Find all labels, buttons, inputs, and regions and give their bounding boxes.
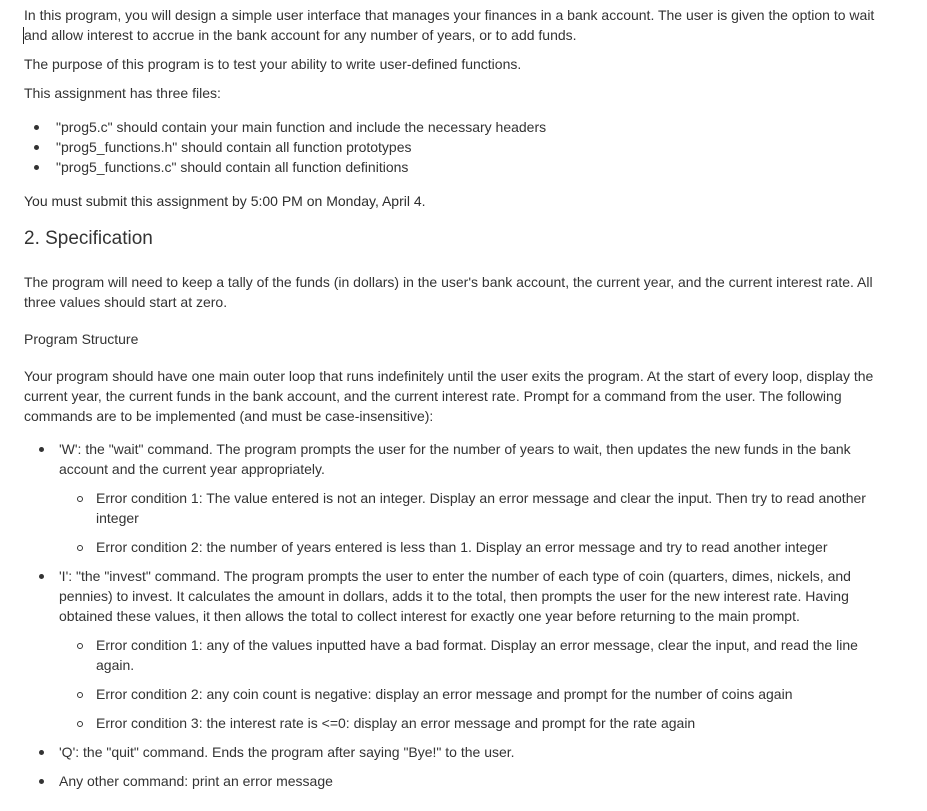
bullet-icon <box>39 574 44 579</box>
hollow-bullet-icon <box>77 721 83 727</box>
list-item: Error condition 1: any of the values inputted have a bad format. Display an error message, clear the input, and read the line again. <box>96 635 899 675</box>
list-item: Error condition 1: The value entered is not an integer. Display an error message and clear the input. Then try to read another integer <box>96 488 899 528</box>
bullet-icon <box>34 125 39 130</box>
command-list <box>24 439 899 791</box>
command-item-invest: 'I': "the "invest" command. The program prompts the user to enter the number of each type of coin (quarters, dimes, nickels, and pennies) to invest. It calculates the amount in dollars, adds it to the total, then prompts the user for the new interest rate. Having obtained these values, it then allows the total to collect interest for exactly one year before returning to the main prompt. Error condition 1: any of the values inputted have a bad format. Display an error message, clear the input, and read the line again. Error condition 2: any coin count is negative: display an error message and prompt for the number of coins again Error condition 3: the interest rate is <=0: display an error message and prompt for the rate again <box>59 566 899 733</box>
bullet-icon <box>39 750 44 755</box>
list-item: Error condition 2: the number of years entered is less than 1. Display an error message and try to read another integer <box>96 537 899 557</box>
list-item: Error condition 2: any coin count is negative: display an error message and prompt for the number of coins again <box>96 684 899 704</box>
list-item: "prog5_functions.h" should contain all function prototypes <box>56 137 899 157</box>
hollow-bullet-icon <box>77 496 83 502</box>
program-structure-subheading: Program Structure <box>24 331 139 347</box>
error-list <box>59 488 899 557</box>
list-item: Error condition 3: the interest rate is <=0: display an error message and prompt for the rate again <box>96 713 899 733</box>
deadline-paragraph: You must submit this assignment by 5:00 PM on Monday, April 4. <box>24 193 426 209</box>
purpose-paragraph: The purpose of this program is to test your ability to write user-defined functions. <box>24 56 522 72</box>
command-item-wait: 'W': the "wait" command. The program prompts the user for the number of years to wait, then updates the new funds in the bank account and the current year appropriately. Error condition 1: The value entered is not an integer. Display an error message and clear the input. Then try to read another integer Error condition 2: the number of years entered is less than 1. Display an error message and try to read another integer <box>59 439 899 557</box>
hollow-bullet-icon <box>77 643 83 649</box>
list-item: "prog5_functions.c" should contain all function definitions <box>56 157 899 177</box>
hollow-bullet-icon <box>77 545 83 551</box>
command-item-other: Any other command: print an error message <box>59 771 899 791</box>
section-heading: 2. Specification <box>24 228 153 249</box>
document-body <box>24 5 899 800</box>
bullet-icon <box>34 145 39 150</box>
loop-paragraph: Your program should have one main outer loop that runs indefinitely until the user exits the program. At the start of every loop, display the current year, the current funds in the bank account, and the current interest rate. Prompt for a command from the user. The following commands are to be implemented (and must be case-insensitive): <box>24 368 874 424</box>
file-list <box>24 117 899 177</box>
files-intro-paragraph: This assignment has three files: <box>24 85 221 101</box>
command-item-quit: 'Q': the "quit" command. Ends the program after saying "Bye!" to the user. <box>59 742 899 762</box>
intro-paragraph: In this program, you will design a simple user interface that manages your finances in a bank account. The user is given the option to wait and allow interest to accrue in the bank account for any number of years, or to add funds. <box>24 7 875 43</box>
tally-paragraph: The program will need to keep a tally of the funds (in dollars) in the user's bank account, the current year, and the current interest rate. All three values should start at zero. <box>24 274 873 310</box>
error-list <box>59 635 899 733</box>
bullet-icon <box>39 447 44 452</box>
list-item: "prog5.c" should contain your main function and include the necessary headers <box>56 117 899 137</box>
text-cursor <box>23 27 24 44</box>
bullet-icon <box>39 779 44 784</box>
bullet-icon <box>34 165 39 170</box>
hollow-bullet-icon <box>77 692 83 698</box>
